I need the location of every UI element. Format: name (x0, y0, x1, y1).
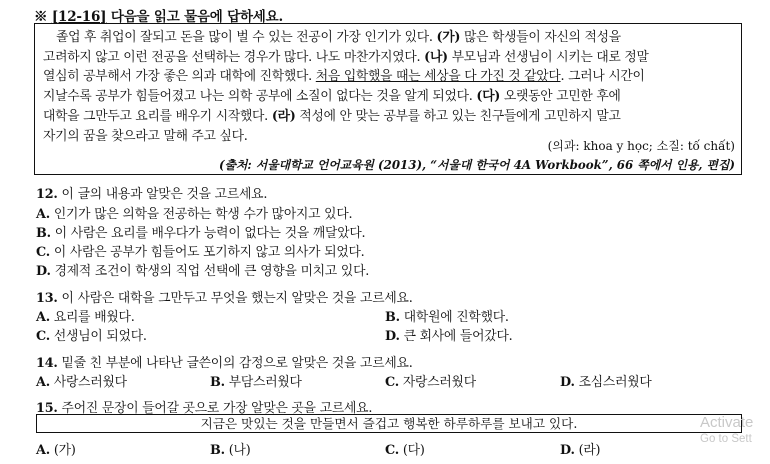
question-number: 14. (36, 356, 58, 371)
option-letter: A. (36, 310, 50, 325)
q15-option-c[interactable] (385, 439, 425, 458)
q13-option-b[interactable] (385, 306, 509, 325)
q13-option-a[interactable] (36, 306, 135, 325)
option-text: 조심스러웠다 (578, 375, 652, 390)
option-text: (가) (53, 443, 76, 458)
passage-line-4a: 지날수록 공부가 힘들어졌고 나는 의학 공부에 소질이 없다는 것을 알게 되었다. (43, 89, 477, 105)
option-letter: D. (560, 375, 575, 390)
q13-option-c[interactable] (36, 325, 147, 344)
given-sentence-box: 지금은 맛있는 것을 만들면서 즐겁고 행복한 하루하루를 보내고 있다. (36, 414, 742, 433)
passage-line-5a: 대학을 그만두고 요리를 배우기 시작했다. (43, 108, 272, 124)
question-number: 13. (36, 291, 58, 306)
option-text: 대학원에 진학했다. (403, 310, 509, 325)
option-letter: C. (36, 245, 51, 260)
option-letter: D. (560, 443, 575, 458)
option-text: 자랑스러웠다 (402, 375, 476, 390)
question-text: 밑줄 친 부분에 나타난 글쓴이의 감정으로 알맞은 것을 고르세요. (61, 356, 413, 371)
q15-option-b[interactable] (210, 439, 251, 458)
option-letter: B. (210, 375, 225, 390)
option-letter: D. (36, 264, 51, 279)
passage-line-2b: 부모님과 선생님이 시키는 대로 정말 (447, 49, 649, 65)
option-text: 요리를 배웠다. (53, 310, 135, 325)
watermark-line-1: Activate (700, 414, 754, 431)
passage-line-4b: 오랫동안 고민한 후에 (500, 89, 621, 105)
marker-ga: (가) (436, 30, 461, 45)
reference-mark: ※ (34, 9, 48, 25)
watermark-line-2: Go to Sett (700, 433, 752, 445)
option-text: (라) (578, 443, 601, 458)
option-letter: C. (385, 375, 400, 390)
passage-line-1a: 졸업 후 취업이 잘되고 돈을 많이 벌 수 있는 전공이 가장 인기가 있다. (56, 30, 437, 45)
q14-option-a[interactable] (36, 371, 127, 390)
option-letter: C. (36, 329, 51, 344)
passage-line-3a: 열심히 공부해서 가장 좋은 의과 대학에 진학했다. (43, 69, 316, 85)
q12-option-d[interactable] (36, 260, 369, 279)
question-number: 15. (36, 401, 58, 416)
option-text: (다) (402, 443, 425, 458)
passage-line-6: 자기의 꿈을 찾으라고 말해 주고 싶다. (43, 128, 248, 144)
option-text: 사랑스러웠다 (53, 375, 127, 390)
option-letter: A. (36, 375, 50, 390)
option-text: 이 사람은 요리를 배우다가 능력이 없다는 것을 깨달았다. (54, 226, 366, 241)
question-14 (36, 352, 413, 371)
option-text: (나) (228, 443, 251, 458)
option-letter: B. (210, 443, 225, 458)
q14-option-b[interactable] (210, 371, 302, 390)
instruction-text: 다음을 읽고 물음에 답하세요. (110, 9, 283, 25)
q15-option-a[interactable] (36, 439, 76, 458)
passage-text (43, 28, 735, 146)
marker-da: (다) (476, 89, 501, 105)
option-text: 부담스러웠다 (228, 375, 302, 390)
option-letter: A. (36, 207, 50, 222)
passage-line-1b: 많은 학생들이 자신의 적성을 (460, 30, 621, 45)
option-text: 선생님이 되었다. (53, 329, 147, 344)
option-text: 큰 회사에 들어갔다. (403, 329, 513, 344)
question-13 (36, 287, 413, 306)
source-citation: (출처: 서울대학교 언어교육원 (2013), “서울대 한국어 4A Workbook”, 66 쪽에서 인용, 편집) (219, 158, 735, 172)
q14-option-c[interactable] (385, 371, 476, 390)
option-text: 경제적 조건이 학생의 직업 선택에 큰 영향을 미치고 있다. (54, 264, 370, 279)
marker-na: (나) (424, 49, 448, 65)
q14-option-d[interactable] (560, 371, 652, 390)
option-letter: A. (36, 443, 50, 458)
option-text: 인기가 많은 의학을 전공하는 학생 수가 많아지고 있다. (53, 207, 353, 222)
option-letter: B. (385, 310, 400, 325)
section-header (34, 5, 283, 25)
option-text: 이 사람은 공부가 힘들어도 포기하지 않고 의사가 되었다. (53, 245, 365, 260)
option-letter: D. (385, 329, 400, 344)
passage-line-3b: . 그러나 시간이 (560, 69, 645, 85)
q12-option-c[interactable] (36, 241, 365, 260)
question-range: [12-16] (51, 9, 107, 25)
question-number: 12. (36, 187, 58, 202)
q15-option-d[interactable] (560, 439, 600, 458)
vocabulary-gloss: (의과: khoa y học; 소질: tố chất) (547, 139, 735, 153)
question-12 (36, 183, 267, 202)
passage-line-5b: 적성에 안 맞는 공부를 하고 있는 친구들에게 고민하지 말고 (295, 108, 621, 124)
option-letter: B. (36, 226, 51, 241)
passage-line-2a: 고려하지 않고 이런 전공을 선택하는 경우가 많다. 나도 마찬가지였다. (43, 49, 425, 65)
question-text: 주어진 문장이 들어갈 곳으로 가장 알맞은 곳을 고르세요. (61, 401, 373, 416)
activation-watermark (700, 414, 770, 445)
question-text: 이 사람은 대학을 그만두고 무엇을 했는지 알맞은 것을 고르세요. (61, 291, 413, 306)
q12-option-a[interactable] (36, 203, 352, 222)
q13-option-d[interactable] (385, 325, 512, 344)
question-text: 이 글의 내용과 알맞은 것을 고르세요. (61, 187, 268, 202)
underlined-phrase: 처음 입학했을 때는 세상을 다 가진 것 같았다 (315, 69, 561, 85)
marker-ra: (라) (271, 108, 296, 124)
passage-box (34, 23, 742, 175)
option-letter: C. (385, 443, 400, 458)
q12-option-b[interactable] (36, 222, 365, 241)
